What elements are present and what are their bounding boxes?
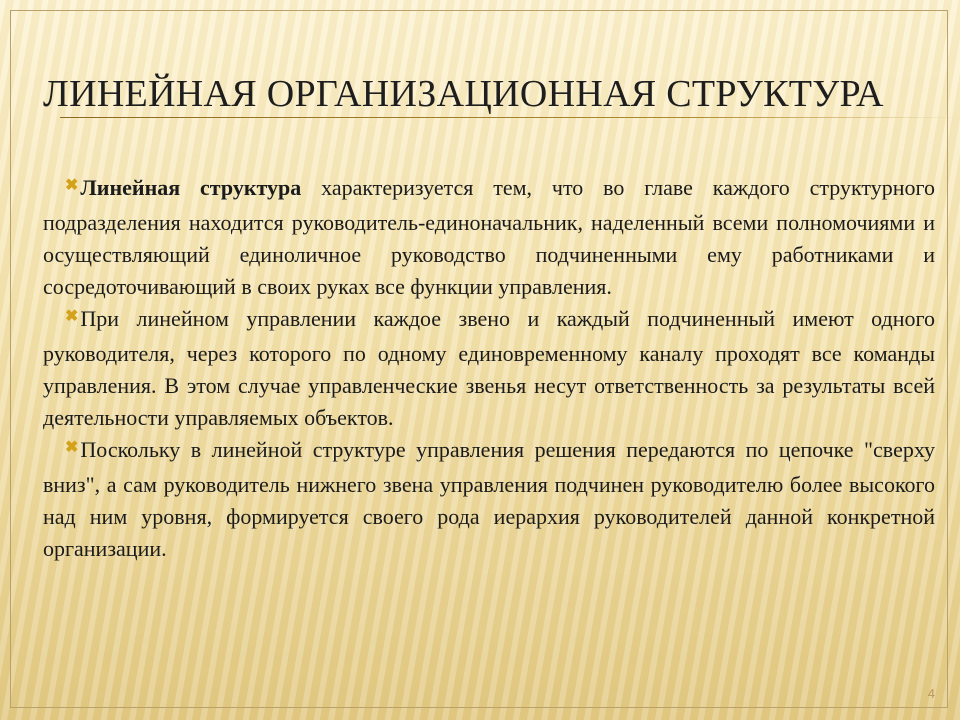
paragraph-1-lead: Линейная структура	[80, 175, 302, 200]
paragraph-1	[43, 172, 935, 303]
slide-content	[43, 172, 935, 565]
title-underline	[60, 117, 960, 118]
paragraph-3	[43, 434, 935, 565]
page-number: 4	[927, 686, 935, 701]
paragraph-2-text: При линейном управлении каждое звено и каждый подчиненный имеют одного руководителя, через которого по одному единовременному каналу проходят все команды управления. В этом случае управленческие звенья несут ответственность за результаты всей деятельности управляемых объектов.	[43, 306, 935, 430]
bullet-icon: ✖	[65, 439, 79, 456]
bullet-icon: ✖	[65, 177, 79, 194]
slide-title: ЛИНЕЙНАЯ ОРГАНИЗАЦИОННАЯ СТРУКТУРА	[43, 73, 884, 115]
paragraph-3-text: Поскольку в линейной структуре управления решения передаются по цепочке "сверху вниз", а сам руководитель нижнего звена управления подчинен руководителю более высокого над ним уровня, формируется своего рода иерархия руководителей данной конкретной организации.	[43, 437, 935, 561]
paragraph-1-text: характеризуется тем, что во главе каждого структурного подразделения находится руководитель-единоначальник, наделенный всеми полномочиями и осуществляющий единоличное руководство подчиненными ему работниками и сосредоточивающий в своих руках все функции управления.	[43, 175, 935, 299]
bullet-icon: ✖	[65, 308, 79, 325]
paragraph-2	[43, 303, 935, 434]
